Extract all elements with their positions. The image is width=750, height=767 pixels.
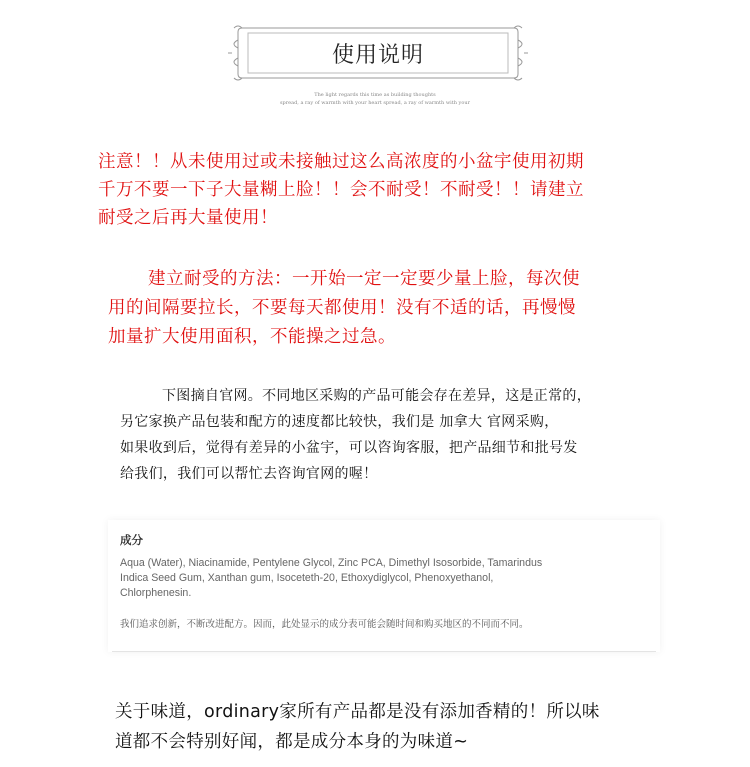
notice-line-4: 给我们，我们可以帮忙去咨询官网的喔！ [120,466,378,482]
ingredients-card [108,520,660,652]
ingredients-line-3: Chlorphenesin. [120,587,192,599]
ingredients-line-2: Indica Seed Gum, Xanthan gum, Isoceteth-20, Ethoxydiglycol, Phenoxyethanol, [120,572,494,584]
ingredients-list [120,556,655,601]
page-title: 使用说明 [331,43,424,68]
tagline-line-2: spread, a ray of warmth with your heart spread, a ray of warmth with your [279,100,470,106]
notice-line-1: 下图摘自官网。不同地区采购的产品可能会存在差异，这是正常的， [162,388,591,404]
taste-line-2: 道都不会特别好闻，都是成分本身的为味道~ [115,732,469,752]
method-line-2: 用的间隔要拉长，不要每天都使用！没有不适的话，再慢慢 [108,298,576,318]
warning-line-1: 注意！！从未使用过或未接触过这么高浓度的小盆宇使用初期 [98,152,584,172]
taste-line-1: 关于味道，ordinary家所有产品都是没有添加香精的！所以味 [115,702,600,722]
method-line-3: 加量扩大使用面积，不能操之过急。 [108,327,396,347]
tagline-line-1: The light regards this time as building thoughts [314,92,436,98]
notice-line-2: 另它家换产品包装和配方的速度都比较快，我们是 加拿大 官网采购， [120,414,559,430]
title-frame [228,24,528,82]
notice-line-3: 如果收到后，觉得有差异的小盆宇，可以咨询客服，把产品细节和批号发 [120,440,578,456]
ingredients-heading: 成分 [120,533,143,547]
warning-line-3: 耐受之后再大量使用！ [98,208,278,228]
warning-line-2: 千万不要一下子大量糊上脸！！会不耐受！不耐受！！请建立 [98,180,584,200]
ingredients-line-1: Aqua (Water), Niacinamide, Pentylene Glycol, Zinc PCA, Dimethyl Isosorbide, Tamarindus [120,557,543,569]
ingredients-note: 我们追求创新，不断改进配方。因而，此处显示的成分表可能会随时间和购买地区的不同而不同。 [120,619,529,630]
method-line-1: 建立耐受的方法：一开始一定一定要少量上脸，每次使 [148,269,580,289]
